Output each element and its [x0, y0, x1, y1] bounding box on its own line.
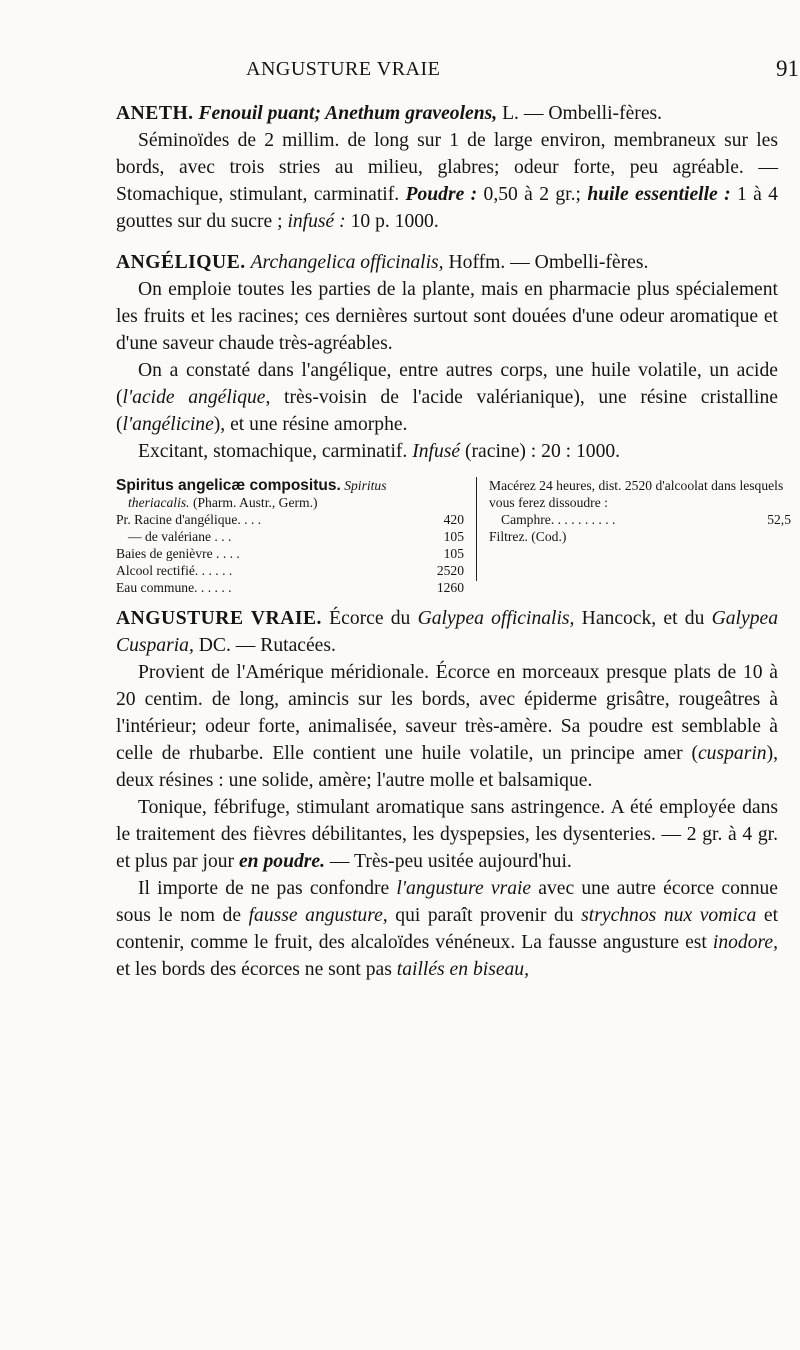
formula-row	[116, 511, 464, 528]
text-run: l'angélicine	[122, 414, 214, 435]
ingredient-amount: 420	[443, 512, 464, 527]
formula-subtitle: (Pharm. Austr., Germ.)	[189, 495, 318, 510]
text-run: et contenir, comme le fruit, des alcaloïdes vénéneux. La fausse angusture est	[116, 905, 779, 953]
page-body	[116, 100, 791, 983]
formula-title-italic: Spiritus	[340, 478, 387, 493]
dose-text: 0,50 à 2 gr.;	[477, 184, 581, 205]
text-run: et les bords des écorces ne sont pas	[116, 959, 397, 980]
entry-latin-name: Archangelica officinalis,	[250, 252, 444, 273]
text-run: Excitant, stomachique, carminatif.	[138, 441, 413, 462]
entry-synonyms: Fenouil puant; Anethum graveolens,	[198, 103, 498, 124]
formula-title: Spiritus angelicæ compositus.	[116, 477, 341, 494]
text-run: l'acide angélique	[122, 387, 266, 408]
dose-text: 10 p. 1000.	[345, 211, 439, 232]
entry-title: ANGÉLIQUE.	[116, 252, 246, 273]
text-run: strychnos nux vomica	[581, 905, 757, 926]
entry-aneth	[116, 100, 778, 235]
formula-right	[476, 477, 791, 581]
running-header	[246, 58, 606, 81]
text-run: (racine) : 20 : 1000.	[460, 441, 621, 462]
text-run: Infusé	[412, 441, 461, 462]
paragraph	[116, 875, 778, 983]
formula-left	[116, 477, 464, 596]
text-run: Tonique, fébrifuge, stimulant aromatique sans astringence. A été employée dans le traitement des fièvres débilitantes, les dyspepsies, les dysenteries. — 2 gr. à 4 gr. et plus par jour	[116, 797, 778, 872]
text-run: en poudre.	[238, 851, 325, 872]
formula-row	[116, 579, 464, 596]
entry-family: L. — Ombelli-fères.	[497, 103, 663, 124]
formula-row	[489, 511, 791, 528]
text-run: qui paraît provenir du	[387, 905, 582, 926]
entry-title: ANETH.	[116, 103, 194, 124]
entry-angusture	[116, 605, 778, 983]
ingredient-amount: 105	[443, 529, 464, 544]
paragraph	[116, 438, 778, 465]
formula-block	[116, 477, 791, 597]
text-run: cusparin	[697, 743, 767, 764]
ingredient-label: Pr. Racine d'angélique. . . .	[116, 512, 262, 527]
header-title: ANGUSTURE VRAIE	[246, 58, 441, 80]
formula-instructions: Macérez 24 heures, dist. 2520 d'alcoolat dans lesquels vous ferez dissoudre :	[489, 478, 784, 510]
text-run: l'angusture vraie	[396, 878, 532, 899]
text-run: inodore,	[712, 932, 778, 953]
paragraph	[116, 659, 778, 794]
text-run: Hancock, et du	[574, 608, 712, 629]
text-run: Galypea officinalis,	[417, 608, 575, 629]
text-run: Provient de l'Amérique méridionale. Écorce en morceaux presque plats de 10 à 20 centim. de long, amincis sur les bords, avec épiderme grisâtre, rougeâtres à l'intérieur; odeur forte, animalisée, saveur très-amère. Sa poudre est semblable à celle de rhubarbe. Elle contient une huile volatile, un principe amer (	[116, 662, 778, 764]
page-number: 91	[776, 56, 799, 81]
text-run: On a constaté dans l'angélique, entre autres corps, une huile volatile, un acide (	[116, 360, 778, 408]
ingredient-amount: 52,5	[767, 512, 791, 527]
dose-label: infusé :	[287, 211, 346, 232]
formula-row	[116, 562, 464, 579]
text-run: fausse angusture,	[248, 905, 388, 926]
dose-text: 1 à 4 gouttes sur du sucre ;	[116, 184, 778, 232]
text-run: avec une autre écorce connue sous le nom de	[116, 878, 778, 926]
text-run: Galypea Cusparia,	[116, 608, 778, 656]
ingredient-label: — de valériane . . .	[128, 529, 232, 544]
text-run: taillés en biseau,	[396, 959, 530, 980]
paragraph	[116, 794, 778, 875]
ingredient-amount: 1260	[436, 580, 464, 595]
ingredient-amount: 105	[443, 546, 464, 561]
text-run: , très-voisin de l'acide valérianique), une résine cristalline (	[116, 387, 778, 435]
ingredient-label: Baies de genièvre . . . .	[116, 546, 240, 561]
text-run: Écorce du	[321, 608, 418, 629]
ingredient-amount: 2520	[436, 563, 464, 578]
entry-angelique	[116, 249, 778, 465]
formula-subtitle-italic: theriacalis.	[128, 495, 190, 510]
entry-family: Hoffm. — Ombelli-fères.	[443, 252, 649, 273]
dose-label: huile essentielle :	[587, 184, 731, 205]
text-run: ), et une résine amorphe.	[213, 414, 408, 435]
text-run: ), deux résines : une solide, amère; l'autre molle et balsamique.	[116, 743, 778, 791]
paragraph	[116, 357, 778, 438]
text-run: Il importe de ne pas confondre	[138, 878, 397, 899]
entry-title: ANGUSTURE VRAIE.	[116, 608, 322, 629]
ingredient-label: Camphre. . . . . . . . . .	[501, 512, 616, 527]
entry-description: Séminoïdes de 2 millim. de long sur 1 de large environ, membraneux sur les bords, avec trois stries au milieu, glabres; odeur forte, peu agréable. — Stomachique, stimulant, carminatif.	[116, 130, 778, 205]
formula-row	[116, 528, 464, 545]
formula-row	[116, 545, 464, 562]
text-run: DC. — Rutacées.	[193, 635, 336, 656]
paragraph: On emploie toutes les parties de la plante, mais en pharmacie plus spécialement les fruits et les racines; ces dernières surtout sont douées d'une odeur aromatique et d'une saveur chaude très-agréables.	[116, 279, 778, 354]
ingredient-label: Eau commune. . . . . .	[116, 580, 232, 595]
formula-note: Filtrez. (Cod.)	[489, 529, 567, 544]
text-run: — Très-peu usitée aujourd'hui.	[325, 851, 572, 872]
ingredient-label: Alcool rectifié. . . . . .	[116, 563, 233, 578]
dose-label: Poudre :	[405, 184, 478, 205]
